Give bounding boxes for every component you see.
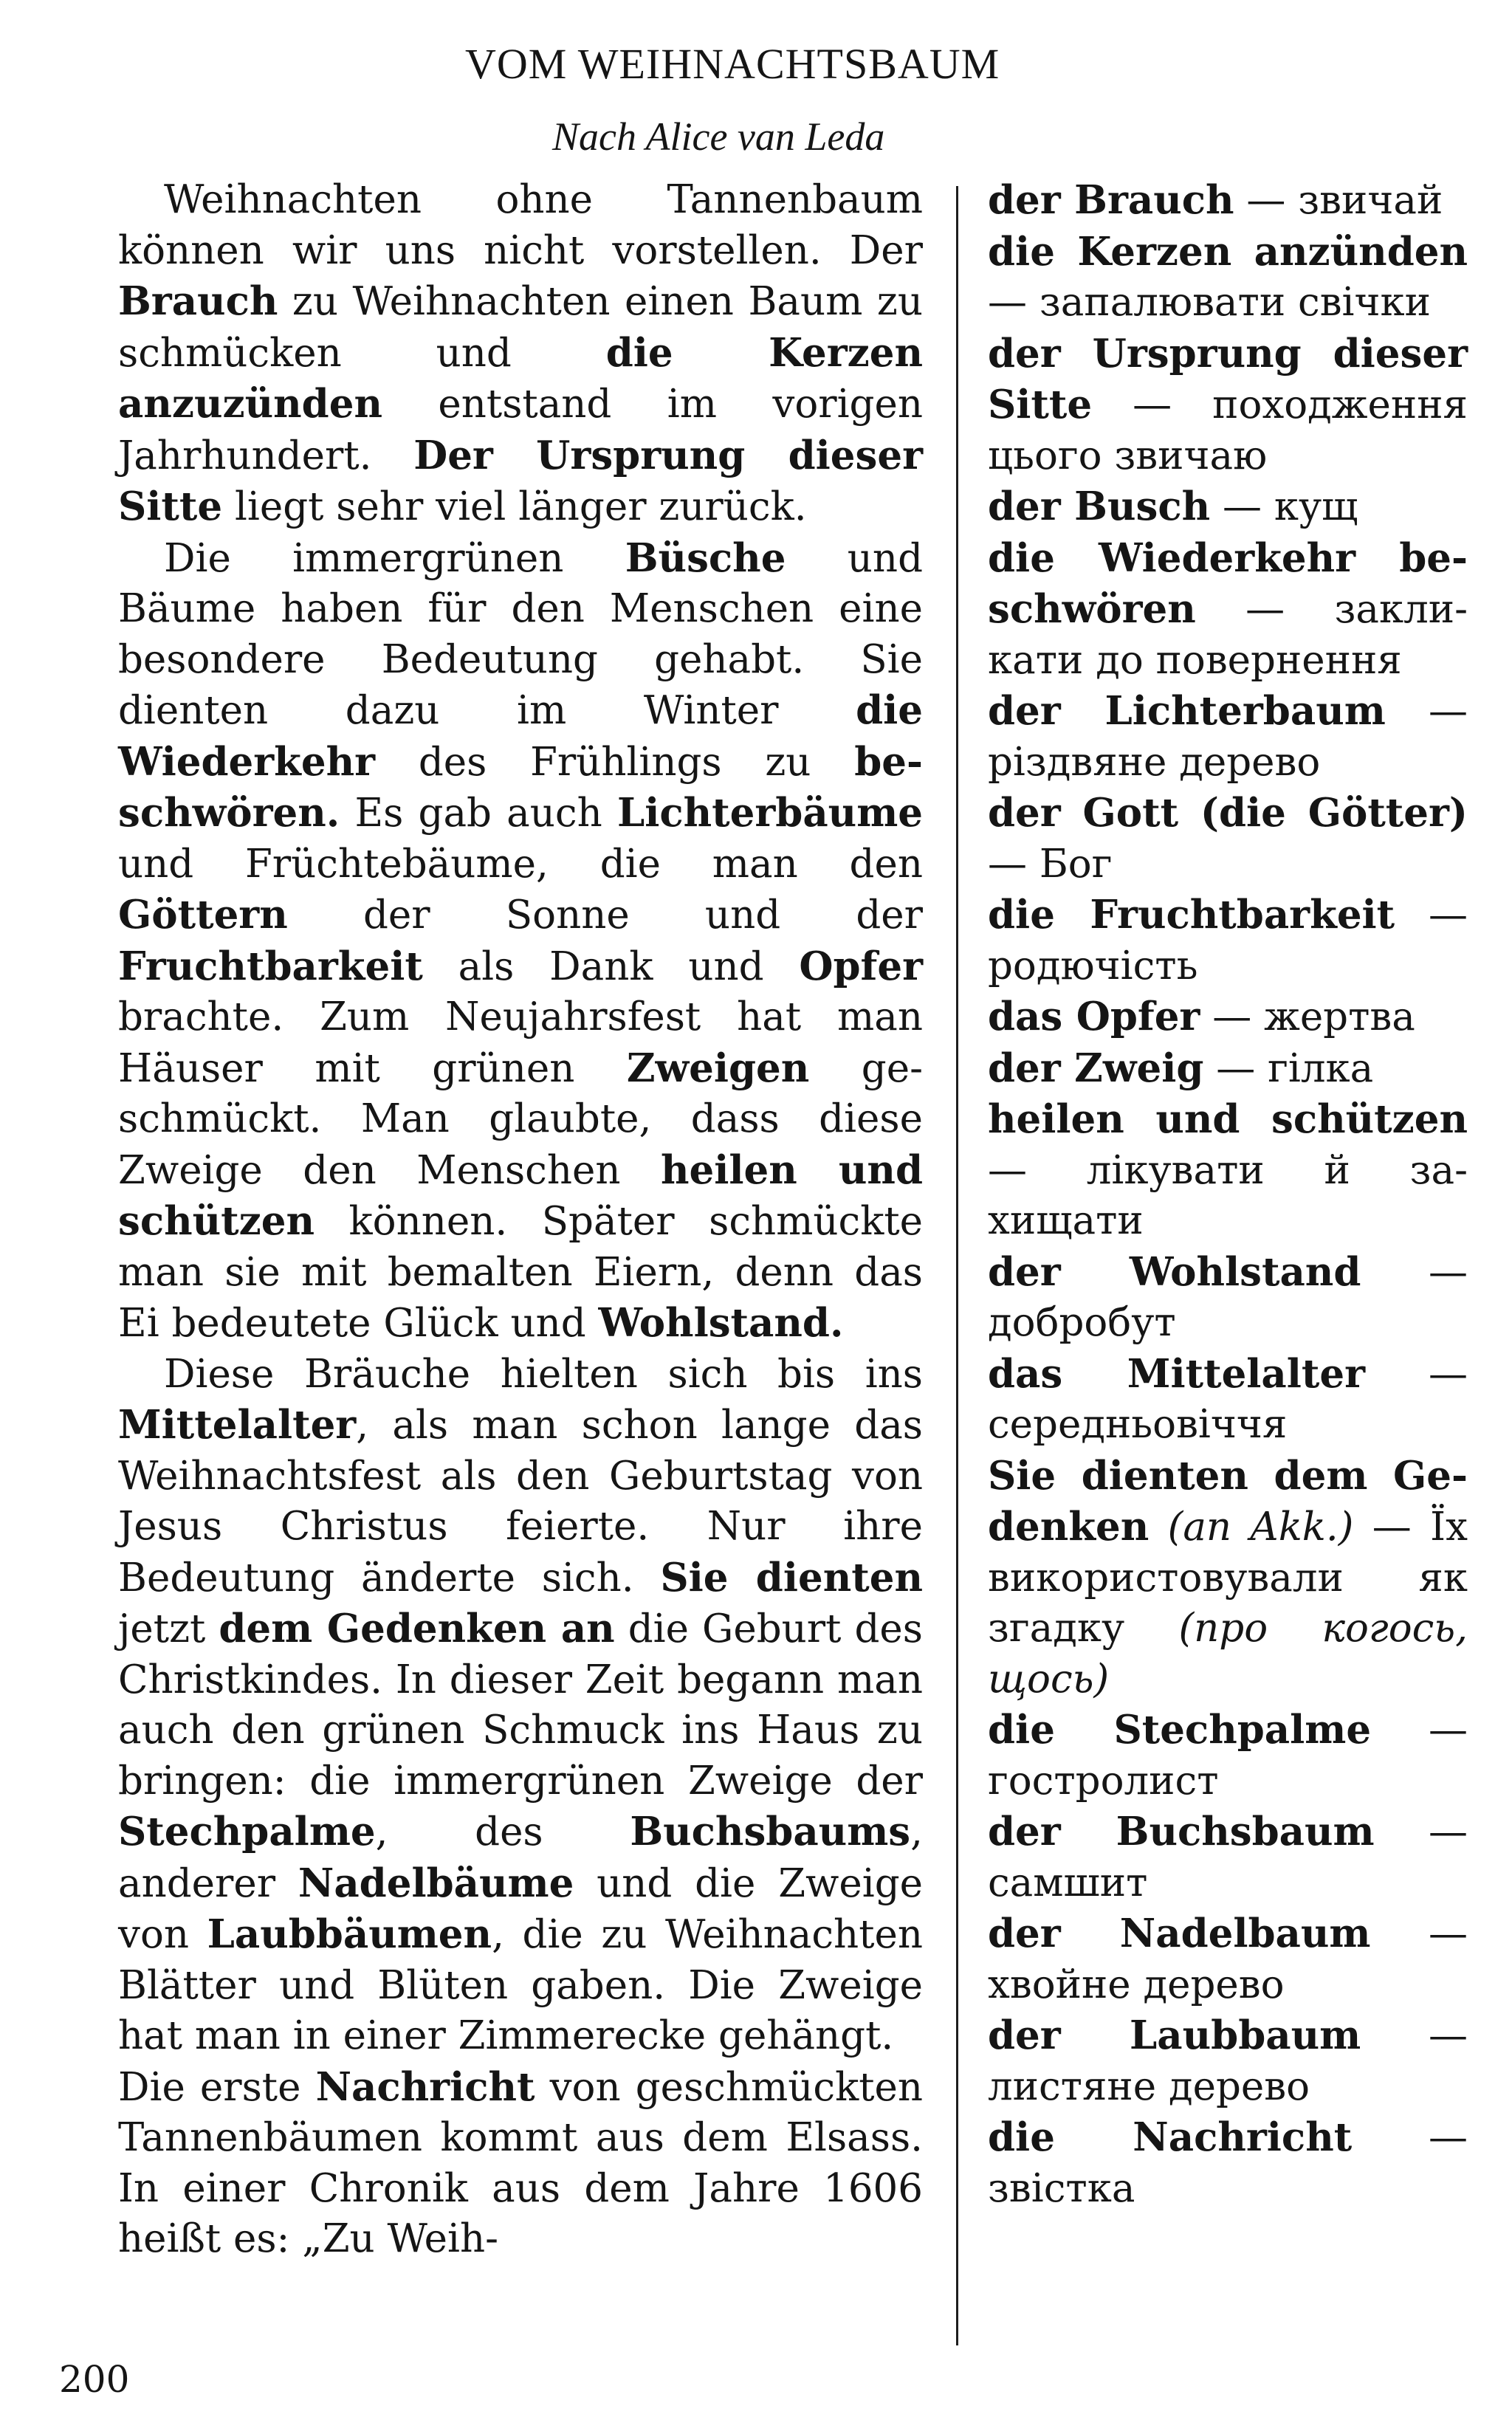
keyword: Sie dienten [660, 1554, 923, 1601]
body-text: und Früchtebäume, die man den [118, 841, 923, 887]
glossary-term: das Mittelalter [988, 1350, 1366, 1397]
glossary-translation: закликати до повернення [988, 587, 1468, 683]
glossary-entry: der Nadelbaum — хвойне дерево [988, 1911, 1468, 2007]
glossary-term: Sie dienten dem Gedenken [988, 1452, 1468, 1550]
body-paragraph [118, 533, 923, 1350]
glossary-entry: der Buchsbaum — самшит [988, 1809, 1468, 1905]
glossary-term: der Brauch [988, 177, 1234, 223]
glossary-entry: der Zweig — гілка [988, 1045, 1374, 1091]
body-text: die Geburt des Christkindes. In dieser Zeit begann man auch den grünen Schmuck ins Haus zu bringen: die immergrünen Zweige der [118, 1606, 923, 1804]
main-text [118, 175, 923, 2265]
keyword: Lichterbäume [616, 790, 923, 836]
glossary-translation: походження цього звичаю [988, 382, 1468, 478]
body-text: zu Weihnachten einen Baum zu schmücken und [118, 279, 923, 376]
keyword: Nachricht [315, 2063, 535, 2110]
glossary-term: der Busch [988, 484, 1211, 529]
glossary-term: die Fruchtbarkeit [988, 892, 1395, 938]
keyword: Mittelalter [118, 1402, 357, 1448]
glossary-entry: das Opfer — жертва [988, 994, 1415, 1039]
glossary-entry: der Busch — кущ [988, 484, 1358, 529]
keyword: Laubbäumen [207, 1911, 492, 1957]
keyword: die Wiederkehr [118, 687, 923, 785]
keyword: Buchsbaums [630, 1809, 911, 1854]
glossary-term: heilen und schützen [988, 1096, 1468, 1142]
glossary-translation: добробут [988, 1300, 1176, 1345]
body-text: , des [375, 1809, 630, 1854]
keyword: Büsche [625, 534, 786, 581]
body-text: als Dank und [422, 943, 800, 989]
glossary-entry: heilen und schützen — лікувати й захищати [988, 1096, 1468, 1243]
glossary-translation: звичай [1298, 178, 1443, 223]
body-text: der Sonne und der [287, 893, 923, 938]
glossary-entry: der Lichterbaum — різдвяне дерево [988, 688, 1468, 785]
glossary-entry: der Brauch — звичай [988, 177, 1443, 223]
glossary-translation: листяне дерево [988, 2063, 1310, 2109]
body-paragraph [118, 2062, 923, 2265]
glossary-entry: die Wiederkehr beschwören — закликати до повернення [988, 534, 1468, 683]
glossary-entry: die Stechpalme — гостролист [988, 1707, 1468, 1804]
page-number: 200 [59, 2358, 130, 2401]
body-text: jetzt [118, 1606, 219, 1651]
body-text: Es gab auch [340, 791, 617, 836]
body-text: und die Zweige von [118, 1860, 923, 1957]
body-text: Weihnachten ohne Tannenbaum können wir uns nicht vorstellen. Der [118, 177, 923, 273]
keyword: Zweigen [626, 1045, 810, 1091]
glossary-term: der Lichterbaum [988, 688, 1386, 734]
body-text: Diese Bräuche hielten sich bis ins [164, 1351, 923, 1397]
keyword: heilen und schützen [118, 1147, 923, 1244]
body-text: , anderer [118, 1809, 923, 1906]
keyword: Wohlstand. [598, 1300, 844, 1346]
glossary-translation: Бог [1039, 841, 1113, 887]
body-text: von geschmückten Tannenbäumen kommt aus dem Elsass. In einer Chronik aus dem Jahre 1606 heißt es: „Zu Weih- [118, 2064, 923, 2261]
body-text: Die immergrünen [164, 535, 625, 581]
glossary-entry: der Laubbaum — листяне дерево [988, 2012, 1468, 2109]
body-text: geschmückt. Man glaubte, dass diese Zweige den Menschen [118, 1045, 924, 1193]
keyword: die Kerzen anzuzünden [118, 329, 923, 427]
glossary-translation: гілка [1268, 1045, 1374, 1091]
keyword: Stechpalme [118, 1809, 376, 1854]
body-paragraph [118, 1350, 923, 2062]
glossary-term: der Wohlstand [988, 1248, 1361, 1295]
glossary-entry: das Mittelalter — середньовіччя [988, 1350, 1468, 1447]
keyword: Brauch [118, 278, 278, 324]
glossary-term: der Nadelbaum [988, 1911, 1371, 1956]
page-subtitle: Nach Alice van Leda [552, 114, 885, 159]
keyword: Göttern [118, 892, 288, 938]
body-text: Die erste [118, 2064, 316, 2110]
glossary-translation: жертва [1264, 994, 1415, 1039]
keyword: beschwören. [118, 738, 923, 836]
glossary-translation: гостролист [988, 1758, 1219, 1804]
body-text: liegt sehr viel länger zurück. [222, 484, 807, 529]
glossary-term: der Zweig [988, 1045, 1204, 1091]
glossary-entry: der Gott (die Götter) — Бог [988, 790, 1468, 887]
glossary-translation: Їх використовували як згадку [988, 1505, 1468, 1651]
body-text: entstand im vorigen Jahrhundert. [118, 382, 923, 478]
glossary-entry: die Fruchtbarkeit — родючість [988, 892, 1468, 989]
glossary-entry: die Nachricht — звістка [988, 2114, 1468, 2211]
glossary-term: die Wiederkehr beschwören [988, 534, 1468, 632]
glossary-translation: звістка [988, 2165, 1135, 2211]
body-text: , als man schon lange das Weihnachtsfest als den Geburtstag von Jesus Christus feierte. Nur ihre Bedeutung änderte sich. [118, 1403, 923, 1601]
glossary [988, 175, 1468, 2214]
body-text: des Frühlings zu [375, 739, 855, 785]
glossary-translation: самшит [988, 1860, 1148, 1905]
column-rule [956, 186, 958, 2345]
body-text: können. Später schmückte man sie mit bemalten Eiern, denn das Ei bedeutete Glück und [118, 1199, 923, 1346]
keyword: Fruchtbarkeit [118, 943, 423, 989]
glossary-entry: der Ursprung dieser Sitte — походження цього звичаю [988, 330, 1468, 478]
glossary-entry: die Kerzen anzünden — запалювати свічки [988, 228, 1468, 325]
glossary-entry: der Wohlstand — добробут [988, 1248, 1468, 1345]
glossary-term: der Gott (die Götter) [988, 790, 1468, 836]
glossary-note: (про когось, щось) [988, 1606, 1468, 1702]
glossary-translation: кущ [1274, 484, 1358, 529]
glossary-term: der Laubbaum [988, 2012, 1361, 2058]
glossary-term: der Ursprung dieser Sitte [988, 330, 1468, 427]
keyword: Der Ursprung dieser Sitte [118, 432, 923, 529]
glossary-entry: Sie dienten dem Gedenken (an Akk.) — Їх використовували як згадку (про когось, щось) [988, 1452, 1468, 1702]
body-text: und Bäume haben für den Menschen eine besondere Bedeutung gehabt. Sie dienten dazu im Winter [118, 535, 923, 733]
glossary-grammar: (an Akk.) [1167, 1505, 1354, 1550]
glossary-term: die Kerzen anzünden [988, 228, 1468, 275]
glossary-translation: лікувати й захищати [988, 1147, 1468, 1243]
glossary-term: die Stechpalme [988, 1707, 1372, 1753]
body-text: , die zu Weihnachten Blätter und Blüten gaben. Die Zweige hat man in einer Zimmerecke gehängt. [118, 1912, 923, 2058]
glossary-translation: різдвяне дерево [988, 739, 1321, 785]
glossary-term: das Opfer [988, 994, 1200, 1039]
glossary-translation: родючість [988, 943, 1198, 989]
glossary-term: der Buchsbaum [988, 1809, 1375, 1854]
body-paragraph [118, 175, 923, 533]
keyword: Nadelbäume [298, 1860, 574, 1906]
glossary-translation: хвойне дерево [988, 1962, 1285, 2007]
glossary-translation: середньовіччя [988, 1402, 1288, 1447]
glossary-term: die Nachricht [988, 2114, 1353, 2160]
body-text: brachte. Zum Neujahrsfest hat man Häuser mit grünen [118, 994, 923, 1091]
glossary-translation: запалювати свічки [1039, 280, 1431, 325]
page-title: VOM WEIHNACHTSBAUM [465, 40, 1000, 88]
keyword: Opfer [799, 943, 923, 989]
keyword: dem Gedenken an [219, 1606, 615, 1651]
